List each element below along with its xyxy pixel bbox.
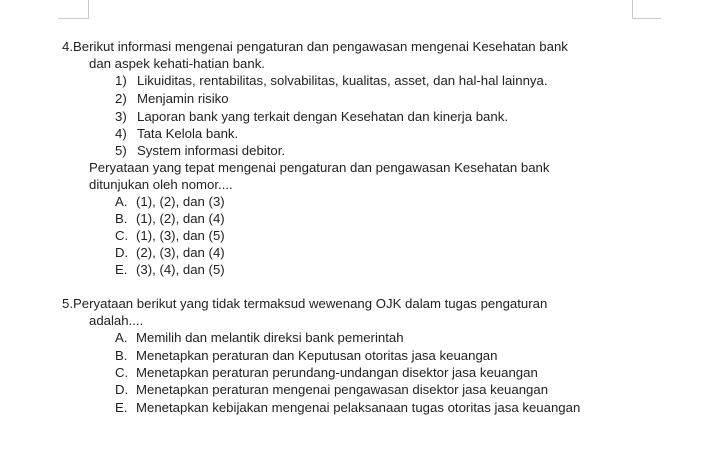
- q4-prompt-line-2: ditunjukan oleh nomor....: [89, 177, 233, 192]
- option-letter: E.: [115, 400, 128, 415]
- list-text: Laporan bank yang terkait dengan Kesehatan dan kinerja bank.: [137, 109, 508, 124]
- q4-option-e[interactable]: [115, 261, 225, 278]
- list-text: Tata Kelola bank.: [137, 126, 239, 141]
- q4-option-a[interactable]: [115, 193, 225, 210]
- q5-stem-line-2: adalah....: [89, 313, 144, 328]
- option-text: (1), (2), dan (3): [136, 194, 225, 209]
- list-text: System informasi debitor.: [137, 143, 286, 158]
- q4-option-d[interactable]: [115, 244, 225, 261]
- q4-list-item: [115, 108, 508, 125]
- page-corner-right: [632, 0, 661, 19]
- q5-option-a[interactable]: [115, 329, 404, 346]
- option-letter: C.: [115, 365, 129, 380]
- list-text: Menjamin risiko: [137, 91, 229, 106]
- list-text: Likuiditas, rentabilitas, solvabilitas, kualitas, asset, dan hal-hal lainnya.: [137, 73, 548, 88]
- q4-list-item: [115, 142, 285, 159]
- q5-stem-line-1: 5.Peryataan berikut yang tidak termaksud wewenang OJK dalam tugas pengaturan: [62, 296, 548, 311]
- option-text: (2), (3), dan (4): [136, 245, 225, 260]
- q4-list-item: [115, 125, 238, 142]
- q4-stem-line-1: 4.Berikut informasi mengenai pengaturan dan pengawasan mengenai Kesehatan bank: [62, 39, 568, 54]
- list-number: 3): [115, 109, 127, 124]
- q4-option-b[interactable]: [115, 210, 225, 227]
- option-text: (3), (4), dan (5): [136, 262, 225, 277]
- q5-option-c[interactable]: [115, 364, 538, 381]
- option-text: (1), (2), dan (4): [136, 211, 225, 226]
- q4-list-item: [115, 90, 229, 107]
- option-letter: D.: [115, 382, 129, 397]
- q4-prompt-line-1: Peryataan yang tepat mengenai pengaturan dan pengawasan Kesehatan bank: [89, 160, 550, 175]
- q4-list-item: [115, 72, 548, 89]
- list-number: 4): [115, 126, 127, 141]
- q4-stem-line-2: dan aspek kehati-hatian bank.: [89, 56, 265, 71]
- option-text: Menetapkan peraturan mengenai pengawasan disektor jasa keuangan: [136, 382, 549, 397]
- q4-option-c[interactable]: [115, 227, 225, 244]
- q5-option-d[interactable]: [115, 381, 548, 398]
- page-corner-left: [58, 0, 89, 19]
- option-text: Menetapkan peraturan dan Keputusan otoritas jasa keuangan: [136, 348, 498, 363]
- option-text: Menetapkan kebijakan mengenai pelaksanaan tugas otoritas jasa keuangan: [136, 400, 581, 415]
- option-letter: B.: [115, 211, 128, 226]
- option-text: (1), (3), dan (5): [136, 228, 225, 243]
- q5-option-e[interactable]: [115, 399, 580, 416]
- option-letter: D.: [115, 245, 129, 260]
- list-number: 5): [115, 143, 127, 158]
- option-letter: A.: [115, 194, 128, 209]
- option-letter: B.: [115, 348, 128, 363]
- list-number: 1): [115, 73, 127, 88]
- q5-option-b[interactable]: [115, 347, 497, 364]
- option-text: Menetapkan peraturan perundang-undangan disektor jasa keuangan: [136, 365, 538, 380]
- option-text: Memilih dan melantik direksi bank pemerintah: [136, 330, 404, 345]
- option-letter: C.: [115, 228, 129, 243]
- list-number: 2): [115, 91, 127, 106]
- option-letter: E.: [115, 262, 128, 277]
- option-letter: A.: [115, 330, 128, 345]
